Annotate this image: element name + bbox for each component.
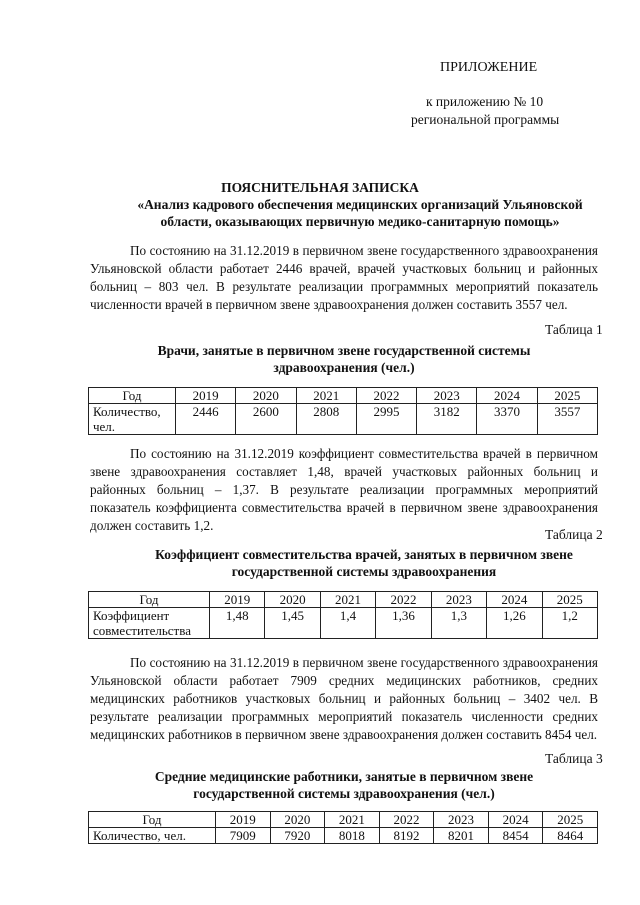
- table-3-year-header: Год: [89, 812, 216, 828]
- note-subtitle-line-2: области, оказывающих первичную медико-санитарную помощь»: [160, 214, 560, 229]
- table-cell: 2022: [379, 812, 434, 828]
- table-cell: 2025: [542, 592, 597, 608]
- table-1-title-line-1: Врачи, занятые в первичном звене государственной системы: [157, 343, 531, 358]
- table-cell: 2023: [431, 592, 486, 608]
- table-cell: 1,45: [265, 608, 320, 639]
- paragraph-3: По состоянию на 31.12.2019 в первичном звене государственного здравоохранения Ульяновской области работает 7909 средних медицинских работников, средних медицинских работников участковых больниц и районных больниц – 3402 чел. В результате реализации программных мероприятий показатель численности средних медицинских работников в первичном звене здравоохранения должен составить 8454 чел.: [90, 655, 598, 742]
- table-cell: 2023: [434, 812, 489, 828]
- table-row: [89, 812, 598, 828]
- table-row: [89, 388, 598, 404]
- appendix-title: ПРИЛОЖЕНИЕ: [440, 60, 538, 75]
- table-row: [89, 608, 598, 639]
- table-1-year-header: Год: [89, 388, 176, 404]
- table-cell: 2022: [356, 388, 416, 404]
- table-cell: 2020: [265, 592, 320, 608]
- table-2-label: Таблица 2: [545, 527, 603, 542]
- table-2-row-label-line-1: Коэффициент: [93, 608, 170, 623]
- table-1-title-line-2: здравоохранения (чел.): [273, 360, 415, 375]
- table-1-row-label-line-2: чел.: [93, 419, 116, 434]
- table-1-label: Таблица 1: [545, 322, 603, 337]
- table-cell: 7909: [216, 828, 271, 844]
- table-3-label: Таблица 3: [545, 751, 603, 766]
- note-heading: ПОЯСНИТЕЛЬНАЯ ЗАПИСКА: [221, 180, 419, 195]
- table-cell: 2021: [296, 388, 356, 404]
- table-cell: 7920: [270, 828, 325, 844]
- table-2-title-line-2: государственной системы здравоохранения: [231, 564, 497, 579]
- table-cell: 1,26: [487, 608, 542, 639]
- table-3-title-line-1: Средние медицинские работники, занятые в первичном звене: [154, 769, 534, 784]
- table-cell: 2024: [487, 592, 542, 608]
- note-subtitle: [80, 196, 640, 230]
- table-cell: 2023: [417, 388, 477, 404]
- paragraph-1: По состоянию на 31.12.2019 в первичном звене государственного здравоохранения Ульяновской области работает 2446 врачей, врачей участковых больниц и районных больниц – 803 чел. В результате реализации программных мероприятий показатель численности врачей в первичном звене здравоохранения должен составить 3557 чел.: [90, 243, 598, 312]
- table-cell: 2025: [537, 388, 597, 404]
- table-cell: 1,48: [210, 608, 265, 639]
- table-cell: 2024: [477, 388, 537, 404]
- table-2-title: [110, 546, 618, 580]
- table-cell: 1,4: [320, 608, 375, 639]
- table-2-title-line-1: Коэффициент совместительства врачей, занятых в первичном звене: [155, 547, 573, 562]
- table-cell: 2995: [356, 404, 416, 435]
- table-cell: 1,2: [542, 608, 597, 639]
- table-cell: 2022: [376, 592, 431, 608]
- table-cell: 2025: [543, 812, 598, 828]
- paragraph-2: По состоянию на 31.12.2019 коэффициент совместительства врачей в первичном звене здравоохранения составляет 1,48, врачей участковых районных больниц и районных больниц – 1,37. В результате реализации программных мероприятий показатель коэффициента совместительства врачей в первичном звене здравоохранения должен составить 1,2.: [90, 446, 598, 533]
- table-1-title: [90, 342, 598, 376]
- table-1-row-label-line-1: Количество,: [93, 404, 161, 419]
- table-cell: 8464: [543, 828, 598, 844]
- table-cell: 8192: [379, 828, 434, 844]
- note-subtitle-line-1: «Анализ кадрового обеспечения медицинских организаций Ульяновской: [137, 197, 583, 212]
- table-cell: 8201: [434, 828, 489, 844]
- table-cell: 3370: [477, 404, 537, 435]
- table-1-row-label: [89, 404, 176, 435]
- table-cell: 1,3: [431, 608, 486, 639]
- table-cell: 2021: [320, 592, 375, 608]
- table-cell: 2808: [296, 404, 356, 435]
- table-cell: 2019: [176, 388, 236, 404]
- table-3-title: [90, 768, 598, 802]
- table-cell: 2020: [270, 812, 325, 828]
- table-2-row-label: [89, 608, 210, 639]
- table-2-year-header: Год: [89, 592, 210, 608]
- table-cell: 3557: [537, 404, 597, 435]
- table-1: [88, 387, 598, 435]
- table-2: [88, 591, 598, 639]
- table-cell: 2020: [236, 388, 296, 404]
- table-cell: 2024: [488, 812, 543, 828]
- table-row: [89, 828, 598, 844]
- table-cell: 2600: [236, 404, 296, 435]
- table-2-row-label-line-2: совместительства: [93, 623, 191, 638]
- table-cell: 2021: [325, 812, 380, 828]
- table-row: [89, 404, 598, 435]
- table-cell: 8018: [325, 828, 380, 844]
- table-cell: 2019: [216, 812, 271, 828]
- table-cell: 1,36: [376, 608, 431, 639]
- table-cell: 2446: [176, 404, 236, 435]
- table-3-row-label: Количество, чел.: [89, 828, 216, 844]
- table-3: [88, 811, 598, 844]
- appendix-line-2: региональной программы: [411, 112, 560, 127]
- table-cell: 8454: [488, 828, 543, 844]
- appendix-line-1: к приложению № 10: [426, 94, 544, 109]
- table-row: [89, 592, 598, 608]
- table-cell: 2019: [210, 592, 265, 608]
- table-cell: 3182: [417, 404, 477, 435]
- table-3-title-line-2: государственной системы здравоохранения (чел.): [193, 786, 495, 801]
